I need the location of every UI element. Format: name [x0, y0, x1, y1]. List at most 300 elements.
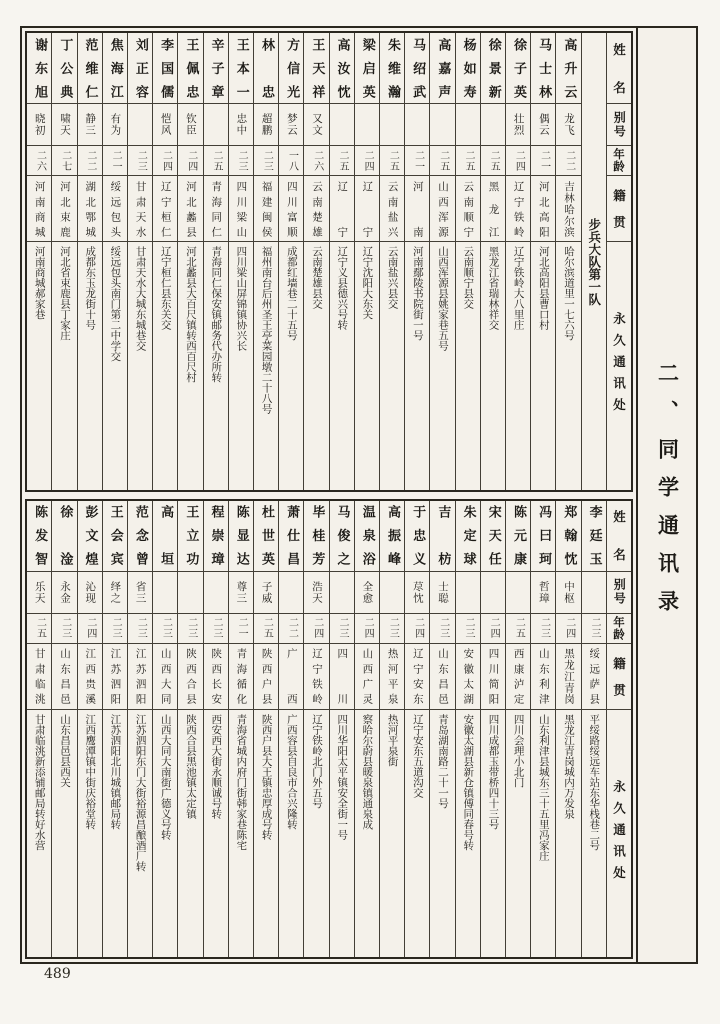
person-byname-cell	[481, 571, 505, 613]
person-column	[27, 33, 52, 490]
person-address-cell-text: 青岛湖南路二十一号	[437, 713, 450, 808]
person-column	[380, 501, 405, 958]
person-address-cell-text: 西安西大街永顺诚号转	[210, 713, 223, 819]
person-address-cell-text: 黑龙江青岗城内万发泉	[563, 713, 576, 819]
header-native-place-cell	[607, 643, 631, 709]
person-age-cell	[153, 613, 177, 643]
person-name-cell	[380, 33, 404, 103]
person-native-place-cell-text: 河北高阳	[537, 180, 550, 237]
person-native-place-cell	[506, 643, 530, 709]
person-age-cell-text: 二五	[387, 149, 399, 172]
person-native-place-cell	[456, 175, 480, 241]
person-native-place-cell-text: 陕西长安	[210, 648, 223, 704]
person-byname-cell	[279, 103, 303, 145]
person-age-cell-text: 二四	[84, 617, 96, 639]
person-column	[153, 33, 178, 490]
person-age-cell	[52, 145, 76, 175]
person-age-cell	[128, 145, 152, 175]
person-age-cell	[204, 613, 228, 643]
person-byname-cell	[27, 103, 51, 145]
person-address-cell-text: 察哈尔蔚县暖泉镇通泉成	[361, 713, 374, 829]
person-native-place-cell-text: 绥远萨县	[588, 648, 601, 704]
person-address-cell-text: 平绥路绥远车站东华栈巷二号	[588, 713, 601, 850]
person-byname-cell	[380, 571, 404, 613]
person-native-place-cell	[27, 175, 51, 241]
person-age-cell	[78, 613, 102, 643]
person-address-cell-text: 热河平泉街	[386, 713, 399, 766]
person-column	[204, 501, 229, 958]
person-native-place-cell	[355, 643, 379, 709]
person-address-cell	[204, 241, 228, 490]
header-byname-cell	[607, 103, 631, 145]
person-age-cell	[405, 145, 429, 175]
person-native-place-cell-text: 绥远包头	[109, 180, 122, 237]
person-column	[506, 501, 531, 958]
person-address-cell-text: 河北蠡县大百尺镇转西百尺村	[185, 246, 197, 383]
person-name-cell-text: 宋天任	[485, 505, 501, 566]
person-native-place-cell-text: 四川富顺	[285, 180, 298, 237]
person-byname-cell	[531, 103, 555, 145]
person-native-place-cell-text: 山东昌邑	[58, 648, 71, 704]
person-native-place-cell-text: 广西	[285, 648, 298, 704]
person-age-cell	[229, 145, 253, 175]
person-native-place-cell-text: 辽宁	[361, 180, 374, 237]
person-name-cell	[204, 33, 228, 103]
person-native-place-cell-text: 山东利津	[537, 648, 550, 704]
person-byname-cell	[204, 571, 228, 613]
person-age-cell-text: 二六	[311, 149, 323, 172]
person-address-cell-text: 辽宁铁岭大八里庄	[512, 246, 525, 330]
person-age-cell-text: 二五	[34, 617, 46, 639]
person-name-cell-text: 焦海江	[107, 37, 123, 99]
person-name-cell-text: 王本一	[233, 37, 249, 99]
header-column	[607, 501, 631, 958]
person-address-cell	[380, 709, 404, 958]
person-byname-cell-text: 有为	[109, 113, 122, 136]
person-age-cell	[128, 613, 152, 643]
person-byname-cell	[178, 571, 202, 613]
person-address-cell	[229, 241, 253, 490]
person-column	[78, 501, 103, 958]
person-name-cell	[52, 33, 76, 103]
person-native-place-cell-text: 安徽太湖	[462, 648, 475, 704]
person-age-cell-text: 二四	[513, 149, 525, 172]
person-age-cell-text: 二三	[185, 617, 197, 639]
person-native-place-cell	[582, 643, 606, 709]
person-address-cell-text: 成都红墙巷二十五号	[285, 246, 298, 341]
person-address-cell	[355, 709, 379, 958]
person-age-cell-text: 二四	[488, 617, 500, 639]
person-address-cell	[556, 241, 580, 490]
person-address-cell	[103, 241, 127, 490]
person-age-cell-text: 二四	[412, 617, 424, 639]
person-column	[481, 501, 506, 958]
person-byname-cell-text: 永金	[58, 580, 71, 604]
person-column	[531, 501, 556, 958]
person-age-cell	[456, 145, 480, 175]
person-name-cell	[481, 501, 505, 571]
person-age-cell	[254, 613, 278, 643]
person-native-place-cell-text: 黑龙江青岗	[563, 648, 576, 704]
person-name-cell	[556, 33, 580, 103]
person-byname-cell	[78, 571, 102, 613]
person-column	[430, 33, 455, 490]
person-address-cell-text: 黑龙江省瑞林祥交	[487, 246, 500, 330]
person-native-place-cell	[556, 643, 580, 709]
classmate-table-section-bottom	[25, 499, 633, 960]
person-byname-cell	[304, 103, 328, 145]
person-address-cell	[254, 709, 278, 958]
person-native-place-cell	[52, 175, 76, 241]
person-native-place-cell	[405, 175, 429, 241]
person-name-cell	[304, 501, 328, 571]
person-name-cell-text: 梁启英	[359, 37, 375, 99]
person-byname-cell	[229, 571, 253, 613]
person-address-cell-text: 陕西合县黑池镇太定镇	[185, 713, 197, 819]
person-column	[456, 33, 481, 490]
person-byname-cell	[153, 103, 177, 145]
person-native-place-cell	[380, 643, 404, 709]
person-column	[430, 501, 455, 958]
person-address-cell	[405, 709, 429, 958]
person-address-cell-text: 江苏泗阳东门大街裕源昌酿酒厂转	[134, 713, 147, 871]
header-address-cell-text: 永久通讯处	[611, 779, 627, 887]
person-native-place-cell	[481, 175, 505, 241]
person-age-cell	[430, 613, 454, 643]
person-address-cell-text: 辽宁铁岭北门外五号	[311, 713, 324, 808]
person-native-place-cell-text: 热河平泉	[386, 648, 399, 704]
person-address-cell	[481, 709, 505, 958]
header-address-cell-text: 永久通讯处	[611, 312, 627, 420]
person-name-cell	[330, 33, 354, 103]
person-name-cell	[405, 33, 429, 103]
person-name-cell-text: 于忠义	[410, 505, 426, 566]
person-name-cell	[330, 501, 354, 571]
person-native-place-cell	[78, 643, 102, 709]
person-column	[103, 33, 128, 490]
person-column	[254, 33, 279, 490]
person-name-cell-text: 朱定球	[460, 505, 476, 566]
person-address-cell	[128, 709, 152, 958]
person-byname-cell	[456, 103, 480, 145]
person-age-cell	[380, 613, 404, 643]
person-name-cell	[531, 33, 555, 103]
person-address-cell	[405, 241, 429, 490]
person-age-cell-text: 二六	[34, 149, 46, 172]
person-age-cell-text: 二一	[412, 149, 424, 172]
person-name-cell-text: 杜世英	[258, 505, 274, 566]
person-name-cell-text: 林忠	[258, 37, 274, 99]
person-byname-cell	[178, 103, 202, 145]
person-name-cell	[405, 501, 429, 571]
person-name-cell	[229, 33, 253, 103]
person-column	[556, 501, 581, 958]
person-address-cell	[531, 241, 555, 490]
person-name-cell	[128, 33, 152, 103]
person-native-place-cell	[330, 175, 354, 241]
person-byname-cell-text: 恺风	[159, 113, 172, 136]
header-native-place-cell-text: 籍贯	[611, 189, 627, 228]
person-name-cell-text: 马绍武	[410, 37, 426, 99]
person-native-place-cell	[229, 175, 253, 241]
person-native-place-cell	[153, 175, 177, 241]
person-native-place-cell	[27, 643, 51, 709]
directory-tables	[22, 28, 636, 962]
person-native-place-cell	[304, 175, 328, 241]
person-byname-cell-text: 乐天	[33, 580, 46, 604]
person-address-cell-text: 山东利津县城东三十五里冯家庄	[537, 713, 550, 861]
person-native-place-cell-text: 江西贵溪	[84, 648, 97, 704]
person-native-place-cell	[355, 175, 379, 241]
person-name-cell	[78, 33, 102, 103]
header-age-cell	[607, 145, 631, 175]
person-age-cell-text: 二四	[160, 149, 172, 172]
person-address-cell	[456, 241, 480, 490]
person-native-place-cell-text: 福建闽侯	[260, 180, 273, 237]
person-age-cell	[103, 613, 127, 643]
person-age-cell-text: 二三	[160, 617, 172, 639]
person-native-place-cell	[279, 643, 303, 709]
person-byname-cell	[103, 571, 127, 613]
person-age-cell	[582, 613, 606, 643]
person-column	[481, 33, 506, 490]
person-address-cell	[128, 241, 152, 490]
person-column	[531, 33, 556, 490]
person-age-cell-text: 二三	[538, 617, 550, 639]
header-native-place-cell-text: 籍贯	[611, 656, 627, 696]
person-column	[304, 33, 329, 490]
person-address-cell-text: 绥远包头南门第二中学交	[109, 246, 122, 362]
person-column	[52, 33, 77, 490]
person-byname-cell-text: 沁现	[84, 580, 97, 604]
person-address-cell	[178, 241, 202, 490]
person-name-cell-text: 辛子章	[208, 37, 224, 99]
header-name-cell	[607, 501, 631, 571]
person-name-cell-text: 丁公典	[57, 37, 73, 99]
person-native-place-cell	[204, 175, 228, 241]
person-name-cell-text: 谢东旭	[32, 37, 48, 99]
person-name-cell	[178, 501, 202, 571]
person-name-cell	[506, 501, 530, 571]
person-native-place-cell-text: 河南商城	[33, 180, 46, 237]
person-byname-cell-text: 省三	[134, 580, 147, 604]
person-native-place-cell-text: 辽宁	[336, 180, 349, 237]
person-address-cell	[279, 241, 303, 490]
person-native-place-cell-text: 江苏泗阳	[109, 648, 122, 704]
person-address-cell-text: 辽宁安东五道沟交	[411, 713, 424, 798]
person-name-cell-text: 李国儒	[158, 37, 174, 99]
person-address-cell	[582, 709, 606, 958]
page-number: 489	[44, 966, 71, 982]
person-name-cell-text: 范维仁	[82, 37, 98, 99]
person-column	[355, 501, 380, 958]
person-native-place-cell-text: 云南顺宁	[462, 180, 475, 237]
person-address-cell-text: 山西大同大南街广德义号转	[159, 713, 172, 840]
person-byname-cell	[254, 571, 278, 613]
person-byname-cell	[531, 571, 555, 613]
person-name-cell-text: 郑翰忱	[561, 505, 577, 566]
person-column	[78, 33, 103, 490]
person-name-cell-text: 马士林	[536, 37, 552, 99]
person-age-cell	[456, 613, 480, 643]
person-byname-cell	[78, 103, 102, 145]
person-native-place-cell	[229, 643, 253, 709]
person-address-cell	[430, 709, 454, 958]
person-name-cell	[582, 501, 606, 571]
person-age-cell-text: 二四	[563, 617, 575, 639]
person-address-cell	[153, 241, 177, 490]
person-column	[330, 33, 355, 490]
person-native-place-cell-text: 西康泸定	[512, 648, 525, 704]
person-byname-cell	[430, 571, 454, 613]
person-native-place-cell-text: 湖北鄂城	[84, 180, 97, 237]
table-columns-bottom	[27, 501, 631, 958]
person-address-cell-text: 河南鄢陵书院街一号	[411, 246, 424, 341]
person-name-cell	[103, 33, 127, 103]
person-address-cell-text: 成都东玉龙街十号	[84, 246, 97, 330]
person-name-cell-text: 徐子英	[510, 37, 526, 99]
person-name-cell-text: 毕桂芳	[309, 505, 325, 566]
person-native-place-cell-text: 陕西户县	[260, 648, 273, 704]
person-byname-cell	[103, 103, 127, 145]
person-name-cell-text: 李廷玉	[586, 505, 602, 566]
person-address-cell	[556, 709, 580, 958]
person-name-cell-text: 吉枋	[435, 505, 451, 566]
header-name-cell-text: 姓名	[611, 42, 627, 94]
person-native-place-cell-text: 江苏泗阳	[134, 648, 147, 704]
person-address-cell-text: 青海省城内府门街韩家巷陈宅	[235, 713, 248, 850]
table-columns-top	[27, 33, 631, 490]
person-name-cell-text: 朱维瀚	[384, 37, 400, 99]
person-native-place-cell-text: 辽宁安东	[411, 648, 424, 704]
person-address-cell-text: 辽宁义县德兴号转	[336, 246, 349, 330]
person-column	[103, 501, 128, 958]
person-age-cell-text: 二四	[362, 149, 374, 172]
person-native-place-cell	[78, 175, 102, 241]
person-byname-cell	[52, 103, 76, 145]
person-address-cell	[330, 709, 354, 958]
person-native-place-cell-text: 山西广灵	[361, 648, 374, 704]
person-age-cell-text: 二五	[210, 149, 222, 172]
person-native-place-cell	[103, 643, 127, 709]
person-native-place-cell	[481, 643, 505, 709]
person-age-cell	[229, 613, 253, 643]
person-age-cell	[103, 145, 127, 175]
person-byname-cell	[27, 571, 51, 613]
person-name-cell	[531, 501, 555, 571]
person-native-place-cell	[506, 175, 530, 241]
person-byname-cell-text: 壮烈	[512, 113, 525, 136]
person-age-cell-text: 二一	[110, 149, 122, 172]
person-native-place-cell	[330, 643, 354, 709]
person-native-place-cell	[254, 643, 278, 709]
person-byname-cell-text: 全愈	[361, 580, 374, 604]
person-age-cell-text: 二二	[563, 149, 575, 172]
person-column	[178, 33, 203, 490]
header-age-cell-text: 年龄	[611, 615, 626, 641]
person-address-cell	[178, 709, 202, 958]
person-address-cell-text: 河南商城郝家巷	[33, 246, 46, 320]
person-name-cell-text: 冯曰珂	[536, 505, 552, 566]
header-age-cell-text: 年龄	[611, 148, 626, 173]
person-name-cell-text: 王会宾	[107, 505, 123, 566]
person-byname-cell	[556, 103, 580, 145]
person-native-place-cell-text: 四川	[336, 648, 349, 704]
person-name-cell	[279, 33, 303, 103]
person-name-cell	[355, 33, 379, 103]
person-native-place-cell	[279, 175, 303, 241]
person-native-place-cell	[103, 175, 127, 241]
person-name-cell	[204, 501, 228, 571]
person-byname-cell-text: 浩天	[311, 580, 324, 604]
person-byname-cell	[380, 103, 404, 145]
page-title: 二、同学通讯录	[655, 362, 680, 628]
person-byname-cell-text: 士聪	[437, 580, 450, 604]
person-native-place-cell-text: 青海同仁	[210, 180, 223, 237]
person-column	[204, 33, 229, 490]
person-address-cell	[27, 241, 51, 490]
person-age-cell-text: 二一	[538, 149, 550, 172]
person-name-cell-text: 方信光	[284, 37, 300, 99]
person-byname-cell-text: 静三	[84, 113, 97, 136]
person-native-place-cell	[380, 175, 404, 241]
person-byname-cell	[506, 571, 530, 613]
person-byname-cell	[582, 571, 606, 613]
person-age-cell	[204, 145, 228, 175]
person-age-cell-text: 二五	[336, 149, 348, 172]
person-address-cell-text: 河北省束鹿县丁家庄	[58, 246, 71, 341]
person-address-cell	[27, 709, 51, 958]
person-byname-cell	[153, 571, 177, 613]
person-column	[582, 501, 607, 958]
person-native-place-cell	[178, 643, 202, 709]
person-address-cell-text: 广西容县自良市合兴隆转	[285, 713, 298, 829]
person-name-cell	[153, 501, 177, 571]
person-age-cell	[531, 613, 555, 643]
person-age-cell-text: 二三	[261, 149, 273, 172]
person-address-cell	[506, 241, 530, 490]
person-age-cell-text: 二五	[513, 617, 525, 639]
person-column	[279, 501, 304, 958]
person-byname-cell-text: 哲璋	[537, 580, 550, 604]
person-age-cell	[506, 613, 530, 643]
person-byname-cell	[254, 103, 278, 145]
header-byname-cell	[607, 571, 631, 613]
person-address-cell-text: 四川成都玉带桥四十三号	[487, 713, 500, 829]
person-address-cell-text: 四川华阳太平镇安全街一号	[336, 713, 349, 840]
person-address-cell	[52, 241, 76, 490]
person-age-cell-text: 二二	[286, 617, 298, 639]
page-title-column	[636, 28, 696, 962]
person-byname-cell-text: 超鹏	[260, 113, 273, 136]
person-age-cell	[531, 145, 555, 175]
person-name-cell-text: 王佩忠	[183, 37, 199, 99]
person-name-cell-text: 陈发智	[32, 505, 48, 566]
person-native-place-cell-text: 甘肃天水	[134, 180, 147, 237]
person-address-cell	[355, 241, 379, 490]
person-age-cell	[481, 613, 505, 643]
person-age-cell	[506, 145, 530, 175]
person-byname-cell	[405, 103, 429, 145]
header-column	[607, 33, 631, 490]
person-age-cell	[430, 145, 454, 175]
person-column	[456, 501, 481, 958]
person-byname-cell-text: 偶云	[537, 113, 550, 136]
person-byname-cell	[330, 571, 354, 613]
person-column	[279, 33, 304, 490]
person-age-cell-text: 二五	[437, 149, 449, 172]
person-column	[178, 501, 203, 958]
